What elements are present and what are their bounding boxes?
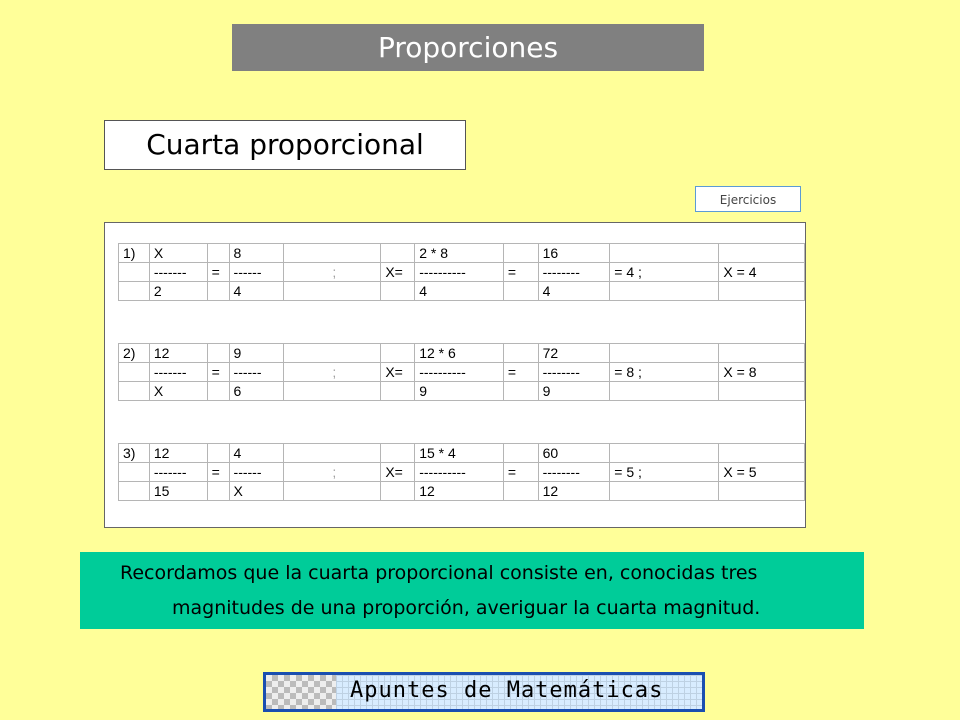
exercise-cell: [610, 444, 719, 463]
exercise-cell: 9: [538, 382, 610, 401]
exercise-cell: 12: [415, 482, 504, 501]
exercise-cell: [610, 244, 719, 263]
exercise-cell: 9: [229, 344, 284, 363]
exercise-cell: X = 4: [719, 263, 805, 282]
exercise-cell: [207, 482, 229, 501]
exercise-table: [118, 443, 805, 501]
exercise-cell: [381, 244, 415, 263]
exercise-row: [119, 382, 805, 401]
exercise-row: [119, 482, 805, 501]
exercise-cell: [284, 444, 381, 463]
exercise-cell: [207, 244, 229, 263]
exercise-cell: 12: [149, 344, 207, 363]
exercise-cell: [381, 382, 415, 401]
exercise-cell: 4: [229, 444, 284, 463]
exercise-cell: 4: [229, 282, 284, 301]
exercise-cell: --------: [538, 463, 610, 482]
exercise-cell: ------: [229, 363, 284, 382]
exercise-cell: = 4 ;: [610, 263, 719, 282]
exercise-cell: [381, 344, 415, 363]
exercise-cell: 16: [538, 244, 610, 263]
exercise-cell: [719, 282, 805, 301]
exercise-cell: [284, 244, 381, 263]
exercise-table: [118, 243, 805, 301]
exercise-row: [119, 344, 805, 363]
exercise-cell: [719, 382, 805, 401]
exercise-cell: 6: [229, 382, 284, 401]
exercise-cell: [719, 482, 805, 501]
exercise-cell: -------: [149, 263, 207, 282]
exercise-cell: [119, 282, 150, 301]
exercise-row: [119, 263, 805, 282]
exercise-cell: ----------: [415, 463, 504, 482]
exercise-cell: [503, 482, 538, 501]
exercise-cell: --------: [538, 263, 610, 282]
exercise-cell: 60: [538, 444, 610, 463]
exercise-cell: -------: [149, 363, 207, 382]
section-subtitle: Cuarta proporcional: [104, 120, 466, 170]
exercise-cell: 15 * 4: [415, 444, 504, 463]
exercise-cell: 12 * 6: [415, 344, 504, 363]
exercise-cell: [719, 244, 805, 263]
exercise-cell: [503, 444, 538, 463]
exercise-cell: 4: [538, 282, 610, 301]
exercise-cell: X = 5: [719, 463, 805, 482]
exercise-cell: --------: [538, 363, 610, 382]
exercise-cell: [284, 344, 381, 363]
exercise-cell: X: [149, 382, 207, 401]
exercise-cell: =: [207, 463, 229, 482]
exercise-cell: [119, 263, 150, 282]
exercise-cell: [207, 344, 229, 363]
exercise-row: [119, 463, 805, 482]
note-line-2: magnitudes de una proporción, averiguar la cuarta magnitud.: [172, 597, 761, 619]
exercise-cell: =: [503, 463, 538, 482]
exercise-cell: [610, 382, 719, 401]
exercise-cell: 15: [149, 482, 207, 501]
exercise-cell: [119, 382, 150, 401]
exercise-cell: ;: [284, 263, 381, 282]
exercise-cell: X=: [381, 363, 415, 382]
exercise-cell: =: [207, 263, 229, 282]
exercise-cell: ------: [229, 463, 284, 482]
exercise-cell: 8: [229, 244, 284, 263]
exercise-cell: [381, 482, 415, 501]
exercise-cell: ----------: [415, 263, 504, 282]
exercise-cell: = 5 ;: [610, 463, 719, 482]
exercise-cell: ------: [229, 263, 284, 282]
exercise-cell: X: [149, 244, 207, 263]
exercise-cell: ;: [284, 463, 381, 482]
exercise-cell: X=: [381, 463, 415, 482]
note-line-1: Recordamos que la cuarta proporcional consiste en, conocidas tres: [120, 562, 758, 584]
exercise-cell: [381, 282, 415, 301]
exercise-cell: [610, 282, 719, 301]
exercise-cell: =: [503, 263, 538, 282]
exercise-cell: 2): [119, 344, 150, 363]
exercise-row: [119, 363, 805, 382]
exercise-cell: [381, 444, 415, 463]
exercise-cell: 9: [415, 382, 504, 401]
exercise-cell: 4: [415, 282, 504, 301]
exercise-cell: [119, 363, 150, 382]
exercise-cell: [503, 244, 538, 263]
footer-banner-text: Apuntes de Matemáticas: [350, 678, 664, 703]
exercise-row: [119, 444, 805, 463]
exercise-cell: =: [503, 363, 538, 382]
exercise-row: [119, 244, 805, 263]
exercise-panel: [104, 222, 806, 528]
exercise-cell: 2: [149, 282, 207, 301]
exercise-cell: [503, 382, 538, 401]
ejercicios-button[interactable]: Ejercicios: [695, 186, 801, 212]
exercise-cell: [207, 382, 229, 401]
exercise-cell: [207, 282, 229, 301]
exercise-cell: [610, 344, 719, 363]
exercise-cell: [610, 482, 719, 501]
exercise-cell: 1): [119, 244, 150, 263]
exercise-cell: [719, 444, 805, 463]
exercise-cell: X=: [381, 263, 415, 282]
exercise-cell: [503, 344, 538, 363]
exercise-table: [118, 343, 805, 401]
exercise-cell: [284, 382, 381, 401]
exercise-cell: [719, 344, 805, 363]
exercise-cell: 72: [538, 344, 610, 363]
checker-pattern-icon: [266, 675, 336, 709]
exercise-cell: [503, 282, 538, 301]
footer-banner[interactable]: [263, 672, 705, 712]
exercise-cell: =: [207, 363, 229, 382]
exercise-cell: -------: [149, 463, 207, 482]
exercise-cell: [207, 444, 229, 463]
exercise-cell: 3): [119, 444, 150, 463]
exercise-cell: [119, 463, 150, 482]
exercise-cell: ----------: [415, 363, 504, 382]
exercise-cell: [284, 282, 381, 301]
exercise-cell: ;: [284, 363, 381, 382]
exercise-cell: X: [229, 482, 284, 501]
exercise-cell: 12: [538, 482, 610, 501]
exercise-cell: 2 * 8: [415, 244, 504, 263]
exercise-cell: X = 8: [719, 363, 805, 382]
page-title: Proporciones: [232, 24, 704, 71]
exercise-cell: [284, 482, 381, 501]
note-box: [80, 552, 864, 629]
exercise-cell: = 8 ;: [610, 363, 719, 382]
exercise-row: [119, 282, 805, 301]
exercise-cell: 12: [149, 444, 207, 463]
exercise-cell: [119, 482, 150, 501]
